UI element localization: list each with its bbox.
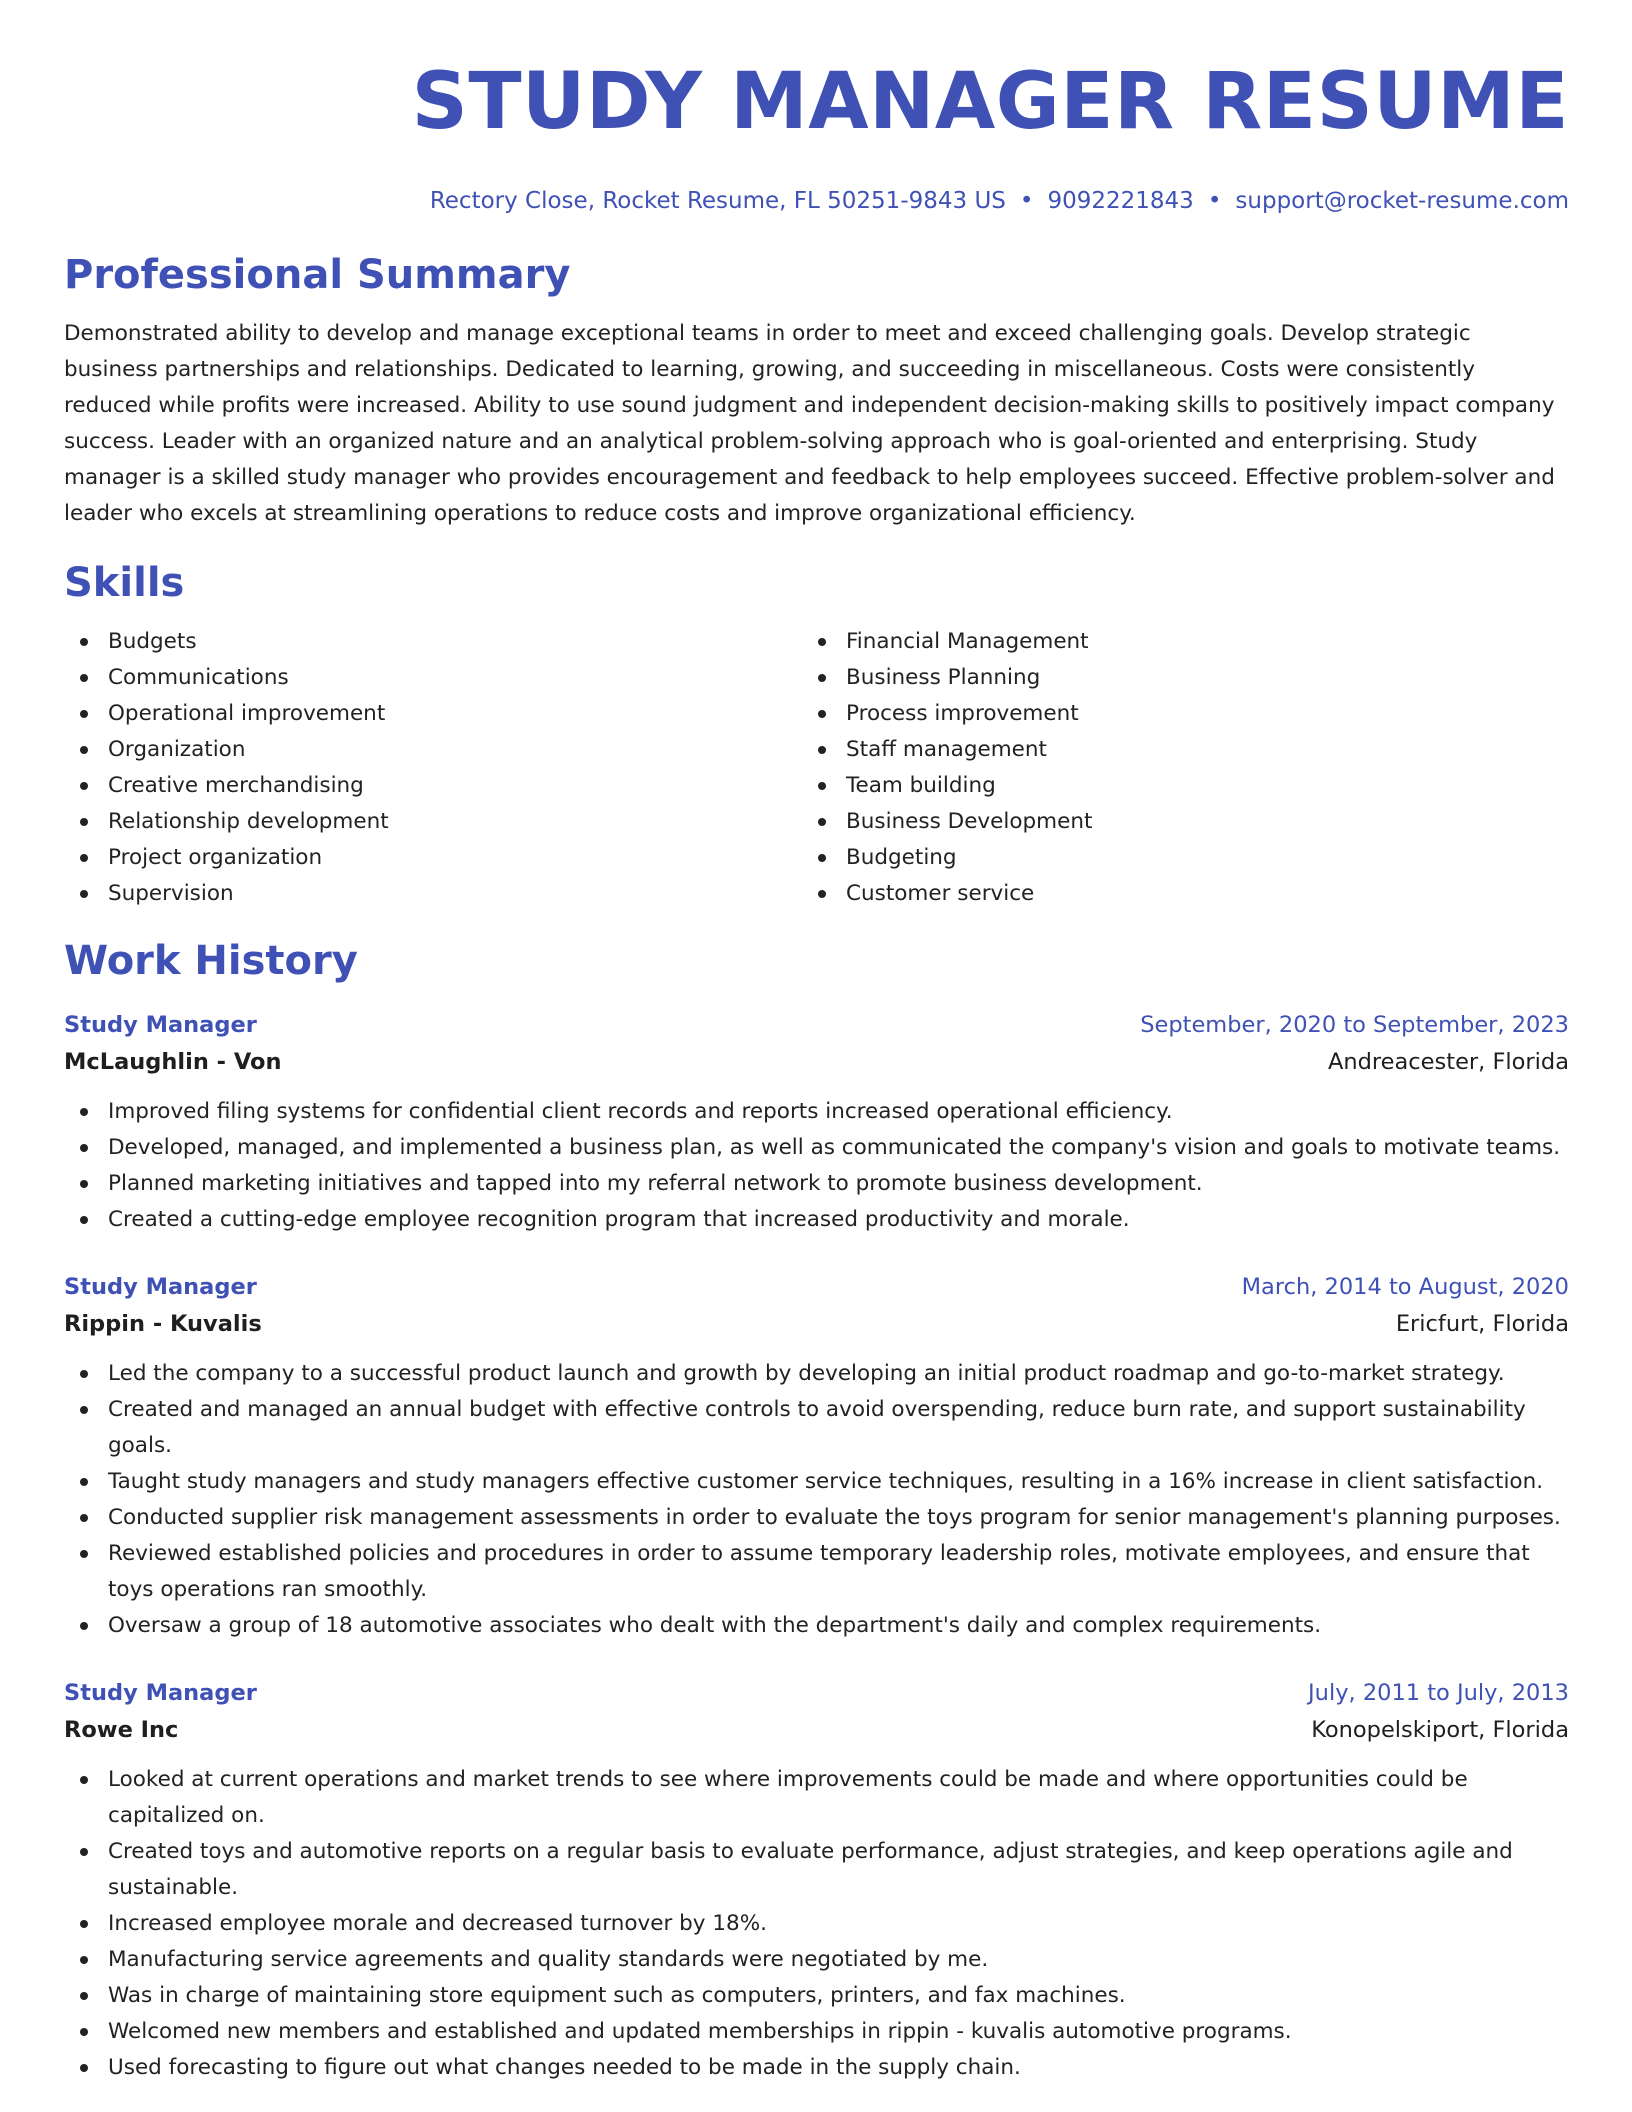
- job-title-row: [64, 1676, 1569, 1710]
- skill-item: Relationship development: [108, 804, 802, 840]
- job-bullet: Used forecasting to figure out what changes needed to be made in the supply chain.: [108, 2050, 1569, 2086]
- job-location: Ericfurt, Florida: [1395, 1311, 1569, 1337]
- job-bullet: Was in charge of maintaining store equipment such as computers, printers, and fax machines.: [108, 1978, 1569, 2014]
- job-dates: July, 2011 to July, 2013: [1308, 1680, 1569, 1706]
- job-location: Konopelskiport, Florida: [1311, 1717, 1569, 1743]
- job-dates: September, 2020 to September, 2023: [1140, 1012, 1569, 1038]
- job-bullet: Increased employee morale and decreased turnover by 18%.: [108, 1906, 1569, 1942]
- section-title: Professional Summary: [64, 252, 571, 298]
- summary-text: Demonstrated ability to develop and manage exceptional teams in order to meet and exceed challenging goals. Develop strategic business partnerships and relationships. Dedicated to learning, growing, and succeeding in miscellaneous. Costs were consistently reduced while profits were increased. Ability to use sound judgment and independent decision-making skills to positively impact company success. Leader with an organized nature and an analytical problem-solving approach who is goal-oriented and enterprising. Study manager is a skilled study manager who provides encouragement and feedback to help employees succeed. Effective problem-solver and leader who excels at streamlining operations to reduce costs and improve organizational efficiency.: [64, 321, 1555, 526]
- skill-item: Budgeting: [846, 840, 1569, 876]
- job-entry: [64, 1270, 1569, 1644]
- skill-item: Business Planning: [846, 660, 1569, 696]
- job-title: Study Manager: [64, 1012, 257, 1038]
- contact-separator: •: [1207, 188, 1222, 214]
- job-company-row: [64, 1042, 1569, 1082]
- job-title-row: [64, 1008, 1569, 1042]
- job-bullet: Created a cutting-edge employee recognition program that increased productivity and morale.: [108, 1202, 1569, 1238]
- job-entry: [64, 1008, 1569, 1238]
- skill-item: Project organization: [108, 840, 802, 876]
- skill-item: Creative merchandising: [108, 768, 802, 804]
- job-bullet: Welcomed new members and established and updated memberships in rippin - kuvalis automotive programs.: [108, 2014, 1569, 2050]
- job-bullet: Improved filing systems for confidential client records and reports increased operational efficiency.: [108, 1094, 1569, 1130]
- job-bullets: [64, 1762, 1569, 2086]
- job-bullets: [64, 1094, 1569, 1238]
- skill-item: Team building: [846, 768, 1569, 804]
- resume-header: [64, 52, 1569, 216]
- job-company: McLaughlin - Von: [64, 1049, 282, 1075]
- contact-address: Rectory Close, Rocket Resume, FL 50251-9843 US: [429, 188, 1006, 214]
- skill-item: Supervision: [108, 876, 802, 912]
- job-bullet: Led the company to a successful product launch and growth by developing an initial product roadmap and go-to-market strategy.: [108, 1356, 1569, 1392]
- skill-item: Budgets: [108, 624, 802, 660]
- contact-phone[interactable]: 9092221843: [1047, 188, 1194, 214]
- skills-column-left: [64, 624, 802, 912]
- job-company-row: [64, 1710, 1569, 1750]
- contact-line: [64, 186, 1569, 216]
- section-title: Skills: [64, 560, 185, 606]
- skill-item: Business Development: [846, 804, 1569, 840]
- skill-item: Operational improvement: [108, 696, 802, 732]
- skill-item: Process improvement: [846, 696, 1569, 732]
- job-bullet: Looked at current operations and market trends to see where improvements could be made and where opportunities could be capitalized on.: [108, 1762, 1569, 1834]
- job-company: Rowe Inc: [64, 1717, 179, 1743]
- job-bullet: Created toys and automotive reports on a regular basis to evaluate performance, adjust strategies, and keep operations agile and sustainable.: [108, 1834, 1569, 1906]
- job-bullet: Planned marketing initiatives and tapped into my referral network to promote business development.: [108, 1166, 1569, 1202]
- skill-item: Customer service: [846, 876, 1569, 912]
- job-title: Study Manager: [64, 1274, 257, 1300]
- job-bullet: Conducted supplier risk management assessments in order to evaluate the toys program for senior management's planning purposes.: [108, 1500, 1569, 1536]
- job-title: Study Manager: [64, 1680, 257, 1706]
- job-company: Rippin - Kuvalis: [64, 1311, 262, 1337]
- job-bullets: [64, 1356, 1569, 1644]
- professional-summary-section: [64, 250, 1569, 532]
- job-dates: March, 2014 to August, 2020: [1241, 1274, 1569, 1300]
- contact-email[interactable]: support@rocket-resume.com: [1235, 188, 1569, 214]
- job-bullet: Taught study managers and study managers effective customer service techniques, resulting in a 16% increase in client satisfaction.: [108, 1464, 1569, 1500]
- skills-grid: [64, 624, 1569, 912]
- job-title-row: [64, 1270, 1569, 1304]
- skill-item: Staff management: [846, 732, 1569, 768]
- job-entry: [64, 1676, 1569, 2086]
- resume-name: STUDY MANAGER RESUME: [411, 57, 1569, 147]
- job-bullet: Reviewed established policies and procedures in order to assume temporary leadership roles, motivate employees, and ensure that toys operations ran smoothly.: [108, 1536, 1569, 1608]
- work-history-section: [64, 936, 1569, 2086]
- job-bullet: Manufacturing service agreements and quality standards were negotiated by me.: [108, 1942, 1569, 1978]
- job-bullet: Developed, managed, and implemented a business plan, as well as communicated the company's vision and goals to motivate teams.: [108, 1130, 1569, 1166]
- job-bullet: Created and managed an annual budget with effective controls to avoid overspending, reduce burn rate, and support sustainability goals.: [108, 1392, 1569, 1464]
- skill-item: Communications: [108, 660, 802, 696]
- skills-column-right: [802, 624, 1569, 912]
- skill-item: Organization: [108, 732, 802, 768]
- job-bullet: Oversaw a group of 18 automotive associates who dealt with the department's daily and complex requirements.: [108, 1608, 1569, 1644]
- skill-item: Financial Management: [846, 624, 1569, 660]
- skills-section: [64, 558, 1569, 912]
- job-company-row: [64, 1304, 1569, 1344]
- section-title: Work History: [64, 938, 358, 984]
- job-location: Andreacester, Florida: [1327, 1049, 1569, 1075]
- contact-separator: •: [1019, 188, 1034, 214]
